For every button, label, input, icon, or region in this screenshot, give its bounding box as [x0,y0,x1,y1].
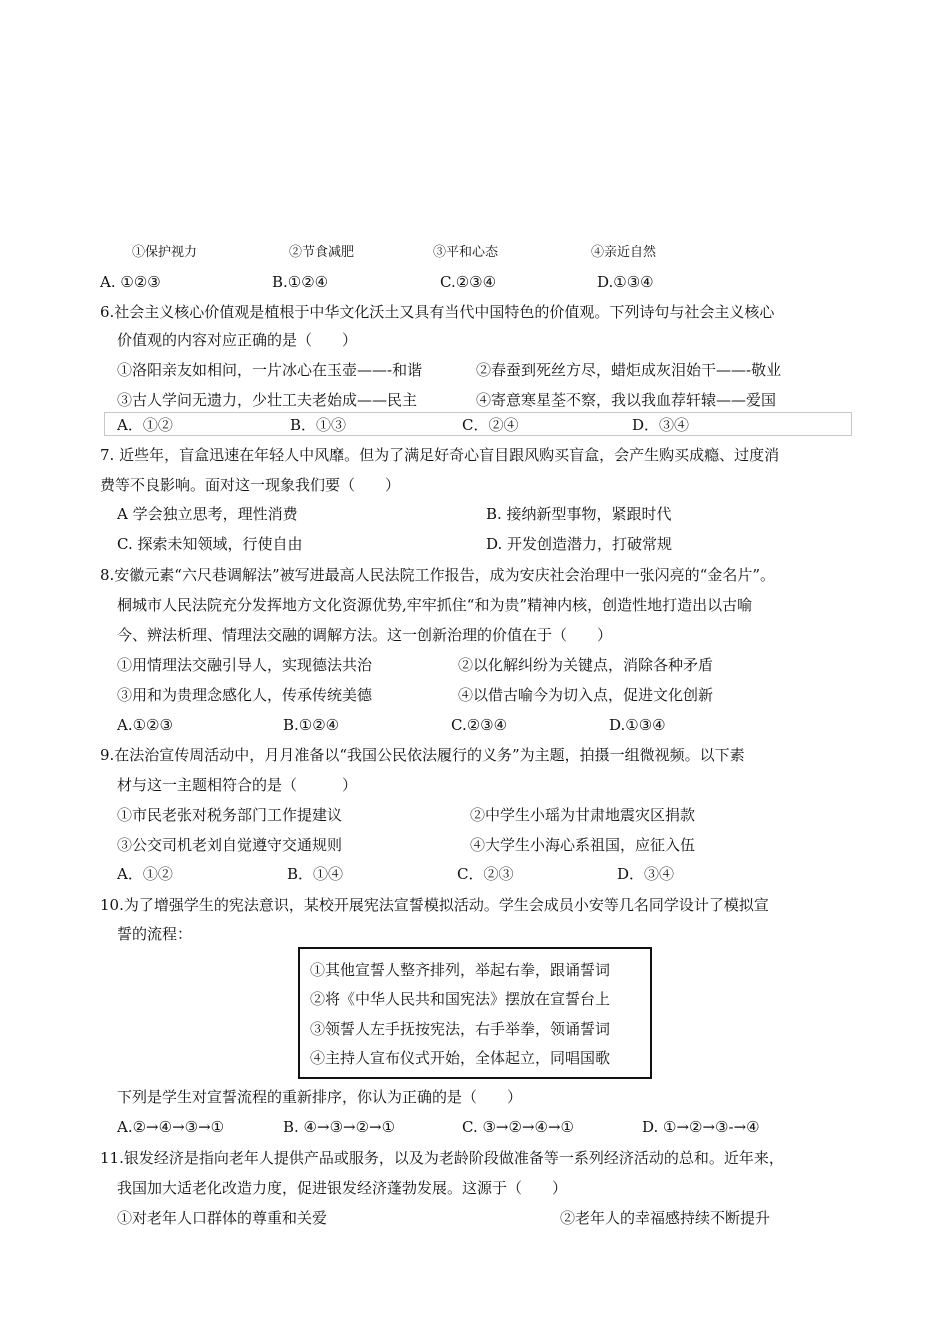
q5-choice-d: D.①③④ [597,273,654,291]
q5-option-1: ①保护视力 [132,245,198,260]
q6-choice-b: B．①③ [290,416,347,434]
q7-option-c: C. 探索未知领域，行使自由 [117,535,303,553]
q8-stem-line-2: 桐城市人民法院充分发挥地方文化资源优势,牢牢抓住“和为贵”精神内核，创造性地打造出以古喻 [117,596,753,614]
q9-option-3: ③公交司机老刘自觉遵守交通规则 [117,836,343,854]
q8-choice-a: A.①②③ [117,716,173,734]
q10-step-2: ②将《中华人民共和国宪法》摆放在宣誓台上 [310,990,611,1008]
q10-step-1: ①其他宣誓人整齐排列，举起右拳，跟诵誓词 [310,961,611,979]
q11-option-1: ①对老年人口群体的尊重和关爱 [117,1209,328,1227]
q6-option-4: ④寄意寒星荃不察，我以我血荐轩辕——爱国 [476,391,777,409]
q5-choice-a: A. ①②③ [100,273,161,291]
q10-step-3: ③领誓人左手抚按宪法，右手举拳，领诵誓词 [310,1020,611,1038]
q6-stem-line-2: 价值观的内容对应正确的是（ ） [117,331,358,349]
q9-stem-line-2: 材与这一主题相符合的是（ ） [117,776,358,794]
q7-option-a: A 学会独立思考，理性消费 [117,505,298,523]
q8-choice-c: C.②③④ [451,716,508,734]
q8-choice-b: B.①②④ [283,716,340,734]
q9-choice-a: A．①② [117,865,173,883]
q6-choice-c: C．②④ [462,416,519,434]
q10-choice-a: A.②→④→③→① [117,1118,225,1136]
q9-option-4: ④大学生小海心系祖国，应征入伍 [470,836,696,854]
q10-stem-line-2: 誓的流程： [117,925,193,943]
q8-choice-d: D.①③④ [609,716,666,734]
q9-choice-c: C．②③ [457,865,514,883]
q8-stem-line-3: 今、辨法析理、情理法交融的调解方法。这一创新治理的价值在于（ ） [117,626,613,644]
q6-option-1: ①洛阳亲友如相问，一片冰心在玉壶——-和谐 [117,361,423,379]
q7-stem-line-1: 7. 近些年，盲盒迅速在年轻人中风靡。但为了满足好奇心盲目跟风购买盲盒，会产生购买成瘾、过度消 [100,446,780,464]
q10-question: 下列是学生对宣誓流程的重新排序，你认为正确的是（ ） [117,1088,523,1106]
q8-stem-line-1: 8.安徽元素“六尺巷调解法”被写进最高人民法院工作报告，成为安庆社会治理中一张闪亮的“金名片”。 [100,566,775,584]
q5-choice-c: C.②③④ [440,273,497,291]
q5-option-4: ④亲近自然 [591,245,657,260]
q10-choice-b: B. ④→③→②→① [283,1118,396,1136]
q8-option-1: ①用情理法交融引导人，实现德法共治 [117,656,373,674]
q10-choice-d: D. ①→②→③-→④ [642,1118,760,1136]
q10-procedure-box [298,947,652,1079]
q6-stem-line-1: 6.社会主义核心价值观是植根于中华文化沃土又具有当代中国特色的价值观。下列诗句与社会主义核心 [100,303,775,321]
q9-stem-line-1: 9.在法治宣传周活动中，月月准备以“我国公民依法履行的义务”为主题，拍摄一组微视频。以下素 [100,746,745,764]
q6-option-3: ③古人学问无遗力，少壮工夫老始成——民主 [117,391,418,409]
q5-choice-b: B.①②④ [272,273,329,291]
q11-stem-line-1: 11.银发经济是指向老年人提供产品或服务，以及为老龄阶段做准备等一系列经济活动的总和。近年来， [100,1149,784,1167]
q9-choice-d: D．③④ [617,865,675,883]
q8-option-3: ③用和为贵理念感化人，传承传统美德 [117,686,373,704]
q10-step-4: ④主持人宣布仪式开始，全体起立，同唱国歌 [310,1049,611,1067]
q8-option-4: ④以借古喻今为切入点，促进文化创新 [458,686,714,704]
q7-option-b: B. 接纳新型事物，紧跟时代 [486,505,672,523]
q5-option-3: ③平和心态 [433,245,499,260]
q6-choice-a: A．①② [117,416,173,434]
q7-stem-line-2: 费等不良影响。面对这一现象我们要（ ） [100,476,401,494]
q10-choice-c: C. ③→②→④→① [462,1118,574,1136]
q9-choice-b: B．①④ [287,865,344,883]
q11-option-2: ②老年人的幸福感持续不断提升 [560,1209,771,1227]
q9-option-1: ①市民老张对税务部门工作提建议 [117,806,343,824]
q8-option-2: ②以化解纠纷为关键点，消除各种矛盾 [458,656,714,674]
q6-option-2: ②春蚕到死丝方尽，蜡炬成灰泪始干——-敬业 [476,361,782,379]
q9-option-2: ②中学生小瑶为甘肃地震灾区捐款 [470,806,696,824]
q6-choice-d: D．③④ [632,416,690,434]
q5-option-2: ②节食减肥 [289,245,355,260]
q10-stem-line-1: 10.为了增强学生的宪法意识，某校开展宪法宣誓模拟活动。学生会成员小安等几名同学设计了模拟宣 [100,896,769,914]
q7-option-d: D. 开发创造潜力，打破常规 [486,535,673,553]
q11-stem-line-2: 我国加大适老化改造力度，促进银发经济蓬勃发展。这源于（ ） [117,1179,568,1197]
